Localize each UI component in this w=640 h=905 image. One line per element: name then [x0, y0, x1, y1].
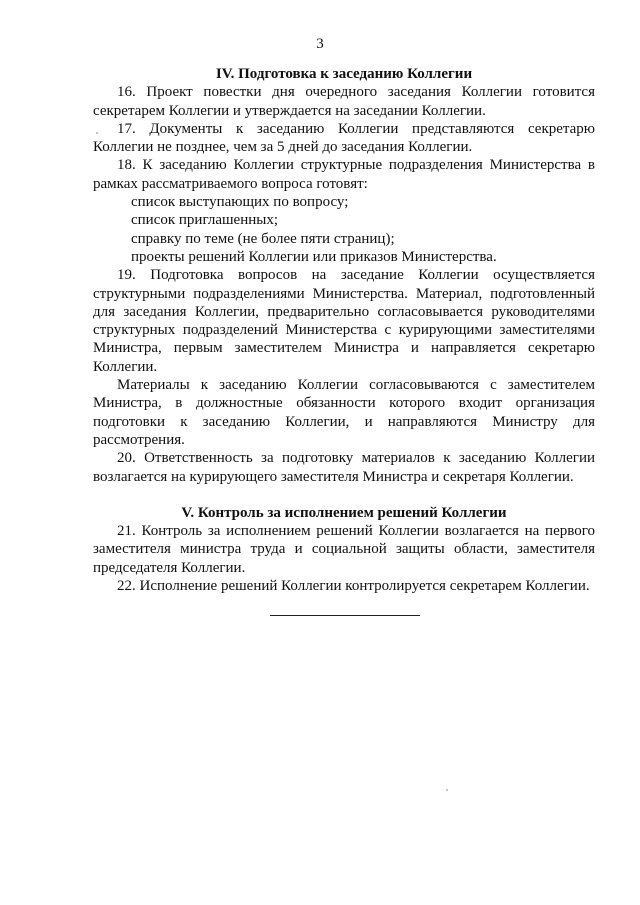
list-item-draft-decisions: проекты решений Коллегии или приказов Министерства.: [131, 248, 497, 265]
paragraph-19-continuation: Материалы к заседанию Коллегии согласовываются с заместителем Министра, в должностные обязанности которого входит организация подготовки к заседанию Коллегии, и направляются Министру для рассмотрения.: [93, 377, 595, 448]
section-5-heading: V. Контроль за исполнением решений Коллегии: [181, 504, 507, 521]
list-item-speakers: список выступающих по вопросу;: [131, 194, 349, 211]
paragraph-18: 18. К заседанию Коллегии структурные подразделения Министерства в рамках рассматриваемого вопроса готовят:: [93, 157, 595, 192]
page-number: 3: [316, 36, 324, 52]
document-body: [93, 65, 595, 595]
paragraph-21: 21. Контроль за исполнением решений Коллегии возлагается на первого заместителя министра труда и социальной защиты области, заместителя председателя Коллегии.: [93, 523, 595, 576]
section-gap: [93, 486, 595, 504]
scan-speck: [446, 789, 448, 791]
paragraph-22: 22. Исполнение решений Коллегии контролируется секретарем Коллегии.: [117, 578, 590, 595]
scan-speck: [96, 132, 98, 134]
paragraph-17: 17. Документы к заседанию Коллегии представляются секретарю Коллегии не позднее, чем за 5 дней до заседания Коллегии.: [93, 120, 595, 156]
list-item-reference: справку по теме (не более пяти страниц);: [131, 230, 395, 247]
paragraph-19: 19. Подготовка вопросов на заседание Коллегии осуществляется структурными подразделениями Министерства. Материал, подготовленный для заседания Коллегии, предварительно согласовывается руководителями структурных подразделений Министерства с курирующими заместителями Министра, первым заместителем Министра и направляется секретарю Коллегии.: [93, 267, 595, 375]
paragraph-16: 16. Проект повестки дня очередного заседания Коллегии готовится секретарем Коллегии и утверждается на заседании Коллегии.: [93, 84, 595, 119]
list-item-invited: список приглашенных;: [131, 212, 279, 229]
section-4-heading: IV. Подготовка к заседанию Коллегии: [215, 66, 473, 82]
paragraph-20: 20. Ответственность за подготовку материалов к заседанию Коллегии возлагается на курирующего заместителя Министра и секретаря Коллегии.: [93, 450, 595, 485]
closing-divider-line: [270, 615, 420, 616]
